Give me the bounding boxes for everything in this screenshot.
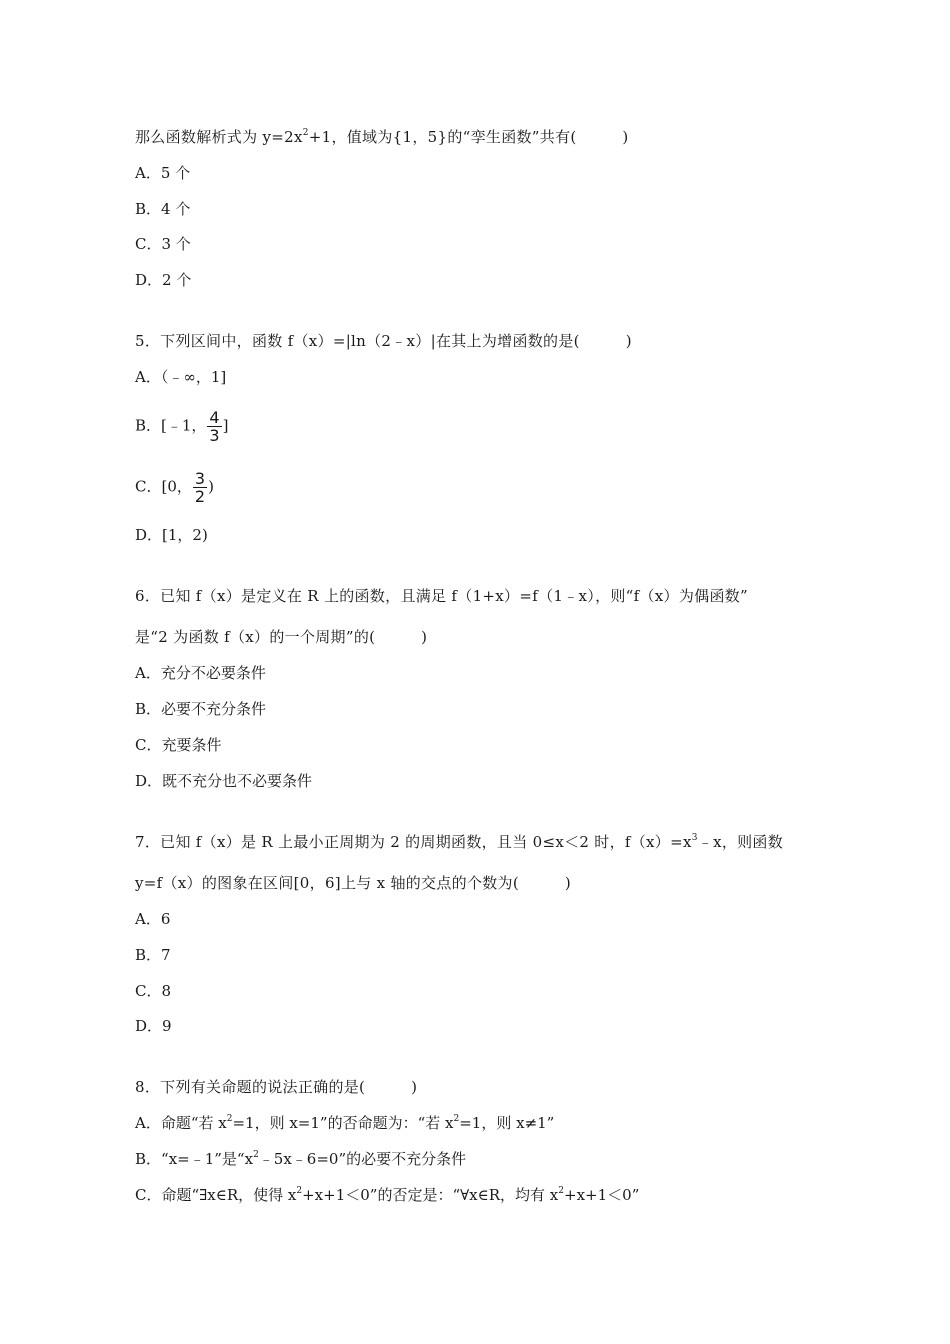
q4-option-b: B．4 个	[135, 200, 191, 218]
superscript: 2	[296, 1186, 303, 1196]
fraction-denominator: 3	[209, 426, 220, 445]
q5-option-a: A．（﹣∞，1]	[135, 368, 227, 386]
q7-stem-line1	[135, 832, 783, 852]
q5-option-d: D．[1，2)	[135, 526, 208, 544]
option-text: ]	[222, 416, 229, 435]
q7-stem-line2: y=f（x）的图象在区间[0，6]上与 x 轴的交点的个数为( )	[135, 874, 572, 892]
option-text: )	[208, 477, 214, 496]
fraction-numerator: 3	[194, 469, 206, 488]
q8-stem: 8．下列有关命题的说法正确的是( )	[135, 1078, 418, 1096]
q4-stem	[135, 127, 629, 147]
q7-option-c: C．8	[135, 982, 172, 1000]
option-text: C．[0，	[135, 477, 192, 496]
fraction	[193, 470, 207, 505]
q7-stem-part: ﹣x，则函数	[697, 833, 784, 851]
q6-option-a: A．充分不必要条件	[135, 664, 266, 682]
superscript: 2	[453, 1114, 460, 1124]
q8-option-c	[135, 1185, 639, 1205]
superscript: 2	[302, 128, 309, 138]
q4-stem-part: +1，值域为{1，5}的“孪生函数”共有( )	[308, 128, 629, 146]
option-text: =1，则 x≠1”	[459, 1114, 555, 1132]
q8-option-b	[135, 1149, 466, 1169]
q6-option-c: C．充要条件	[135, 736, 222, 754]
q5-option-c	[135, 470, 214, 505]
fraction-denominator: 2	[194, 487, 206, 506]
q6-stem-line1: 6．已知 f（x）是定义在 R 上的函数，且满足 f（1+x）=f（1﹣x），则“f（x）为偶函数”	[135, 587, 749, 605]
superscript: 2	[226, 1114, 233, 1124]
superscript: 3	[691, 833, 698, 843]
q7-option-d: D．9	[135, 1017, 172, 1035]
q7-option-b: B．7	[135, 946, 171, 964]
option-text: B．[﹣1，	[135, 416, 207, 435]
q5-stem: 5．下列区间中，函数 f（x）=|ln（2﹣x）|在其上为增函数的是( )	[135, 332, 632, 350]
fraction	[207, 409, 221, 444]
option-text: C．命题“∃x∈R，使得 x	[135, 1186, 297, 1204]
option-text: +x+1＜0”的否定是：“∀x∈R，均有 x	[302, 1186, 559, 1204]
option-text: =1，则 x=1”的否命题为：“若 x	[232, 1114, 454, 1132]
q7-stem-part: 7．已知 f（x）是 R 上最小正周期为 2 的周期函数，且当 0≤x＜2 时，f（x）=x	[135, 833, 692, 851]
option-text: +x+1＜0”	[564, 1186, 640, 1204]
q6-option-d: D．既不充分也不必要条件	[135, 772, 313, 790]
q5-option-b	[135, 409, 228, 444]
superscript: 2	[558, 1186, 565, 1196]
q4-stem-part: 那么函数解析式为 y=2x	[135, 128, 303, 146]
option-text: A．命题“若 x	[135, 1114, 227, 1132]
q7-option-a: A．6	[135, 910, 171, 928]
q8-option-a	[135, 1113, 554, 1133]
q4-option-c: C．3 个	[135, 235, 191, 253]
q4-option-d: D．2 个	[135, 271, 192, 289]
q4-option-a: A．5 个	[135, 164, 191, 182]
q6-stem-line2: 是“2 为函数 f（x）的一个周期”的( )	[135, 628, 428, 646]
fraction-numerator: 4	[209, 408, 220, 427]
q6-option-b: B．必要不充分条件	[135, 700, 267, 718]
option-text: ﹣5x﹣6=0”的必要不充分条件	[258, 1150, 467, 1168]
option-text: B．“x=﹣1”是“x	[135, 1150, 254, 1168]
superscript: 2	[253, 1150, 259, 1160]
